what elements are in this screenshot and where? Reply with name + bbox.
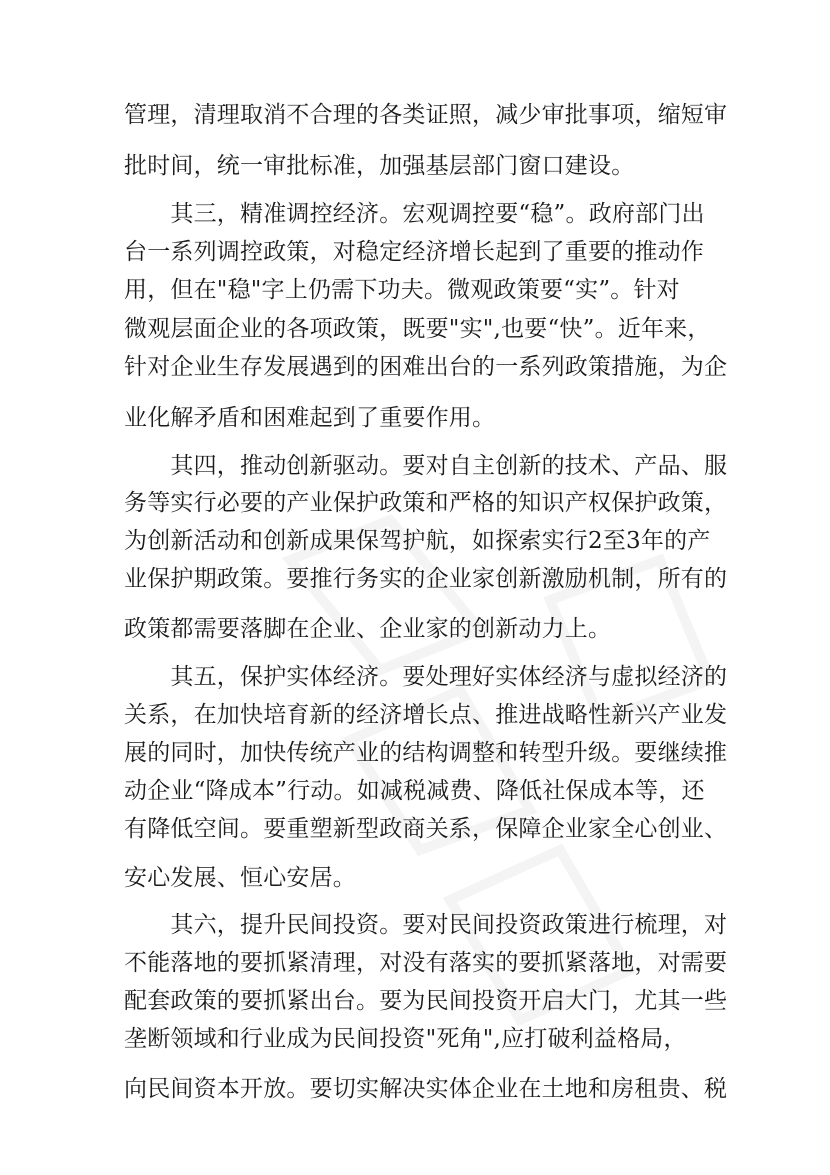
text-line-19: 安心发展、恒心安居。 xyxy=(124,865,356,891)
text-line-17: 动企业“降成本”行动。如减税减费、降低社保成本等，还 xyxy=(124,778,705,804)
text-line-16: 展的同时，加快传统产业的结构调整和转型升级。要继续推 xyxy=(124,740,728,766)
text-line-9: 其四，推动创新驱动。要对自主创新的技术、产品、服 xyxy=(124,453,728,479)
text-line-3: 其三，精准调控经济。宏观调控要“稳”。政府部门出 xyxy=(124,201,705,227)
text-line-1: 管理，清理取消不合理的各类证照，减少审批事项，缩短审 xyxy=(124,102,728,128)
text-line-10: 务等实行必要的产业保护政策和严格的知识产权保护政策， xyxy=(124,490,728,516)
text-line-2: 批时间，统一审批标准，加强基层部门窗口建设。 xyxy=(124,153,635,179)
text-line-7: 针对企业生存发展遇到的困难出台的一系列政策措施，为企 xyxy=(124,354,728,380)
text-line-14: 其五，保护实体经济。要处理好实体经济与虚拟经济的 xyxy=(124,664,728,690)
text-line-6: 微观层面企业的各项政策，既要"实",也要“快”。近年来， xyxy=(124,316,711,342)
text-line-12: 业保护期政策。要推行务实的企业家创新激励机制，所有的 xyxy=(124,566,728,592)
text-line-21: 不能落地的要抓紧清理，对没有落实的要抓紧落地，对需要 xyxy=(124,950,728,976)
text-line-20: 其六，提升民间投资。要对民间投资政策进行梳理，对 xyxy=(124,912,728,938)
text-line-23: 垄断领域和行业成为民间投资"死角",应打破利益格局， xyxy=(124,1026,687,1052)
text-line-8: 业化解矛盾和困难起到了重要作用。 xyxy=(124,405,496,431)
text-line-22: 配套政策的要抓紧出台。要为民间投资开启大门，尤其一些 xyxy=(124,988,728,1014)
text-line-18: 有降低空间。要重塑新型政商关系，保障企业家全心创业、 xyxy=(124,816,728,842)
text-line-15: 关系，在加快培育新的经济增长点、推进战略性新兴产业发 xyxy=(124,702,728,728)
text-line-11: 为创新活动和创新成果保驾护航，如探索实行2至3年的产 xyxy=(124,528,711,554)
text-line-13: 政策都需要落脚在企业、企业家的创新动力上。 xyxy=(124,616,612,642)
text-line-24: 向民间资本开放。要切实解决实体企业在土地和房租贵、税 xyxy=(124,1076,728,1102)
text-line-5: 用，但在"稳"字上仍需下功夫。微观政策要“实”。针对 xyxy=(124,277,680,303)
text-line-4: 台一系列调控政策，对稳定经济增长起到了重要的推动作 xyxy=(124,239,704,265)
